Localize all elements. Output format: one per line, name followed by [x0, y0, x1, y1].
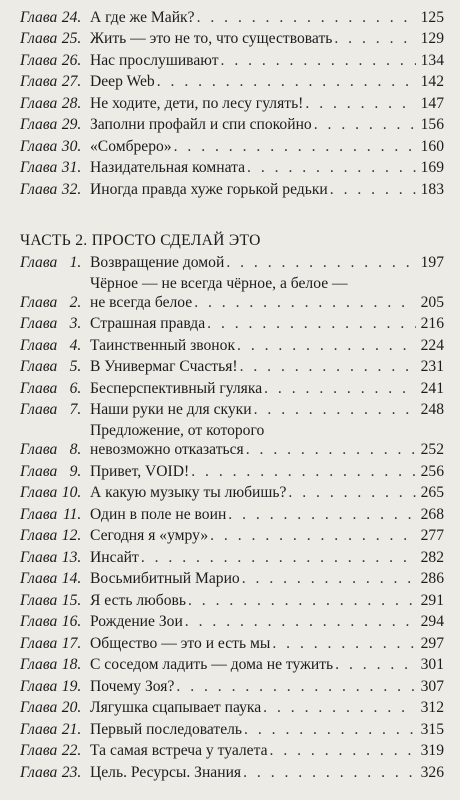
page-number: 297: [420, 634, 444, 652]
chapter-title: [90, 677, 444, 696]
chapter-title: [90, 314, 444, 333]
chapter-label: [20, 677, 90, 696]
page-number: 268: [420, 505, 444, 523]
toc-entry: [20, 610, 444, 632]
toc-entry: [20, 91, 444, 113]
page-number: 169: [420, 159, 444, 176]
toc-entry: [20, 674, 444, 696]
chapter-word: Глава: [20, 570, 58, 587]
dot-leader: [314, 115, 416, 134]
chapter-title: [90, 634, 444, 653]
dot-leader: [243, 763, 416, 782]
chapter-title-text: А какую музыку ты любишь?: [90, 484, 287, 501]
page-number: 291: [420, 591, 444, 609]
chapter-word: Глава: [20, 358, 58, 375]
dot-leader: [157, 72, 416, 91]
toc-entry: [20, 739, 444, 761]
chapter-title-text: Возвращение домой: [90, 253, 225, 271]
chapter-title-last-line: [90, 655, 444, 674]
chapter-label: [20, 462, 90, 481]
chapter-label: [20, 8, 90, 27]
chapter-title: [90, 379, 444, 398]
toc-entry: [20, 5, 444, 27]
chapter-title: [90, 505, 444, 524]
page-number: 231: [420, 358, 444, 375]
dot-leader: [244, 720, 416, 739]
chapter-label: [20, 634, 90, 653]
chapter-word: Глава: [20, 379, 58, 397]
page-number: 294: [420, 613, 444, 630]
chapter-title-text: Восьмибитный Марио: [90, 570, 240, 587]
dot-leader: [270, 741, 416, 760]
chapter-title-last-line: [90, 505, 444, 524]
dot-leader: [210, 526, 416, 545]
chapter-number: 12.: [61, 527, 82, 544]
dot-leader: [228, 505, 416, 524]
chapter-title-text: Общество — это и есть мы: [90, 634, 271, 652]
chapter-title-last-line: [90, 462, 444, 481]
chapter-title: [90, 526, 444, 545]
dot-leader: [221, 51, 416, 70]
chapter-label: [20, 94, 90, 113]
chapter-title: [90, 336, 444, 355]
page-number: 183: [420, 180, 444, 198]
chapter-title: [90, 253, 444, 272]
chapter-title-text: Первый последователь: [90, 720, 243, 738]
page-number: 265: [420, 484, 444, 501]
chapter-label: [20, 137, 90, 156]
chapter-title-text: Я есть любовь: [90, 591, 186, 609]
toc-entry: [20, 177, 444, 199]
chapter-title-last-line: [90, 526, 444, 545]
chapter-title-last-line: [90, 548, 444, 567]
chapter-title-text: Не ходите, дети, по лесу гулять!: [90, 94, 304, 112]
chapter-number: 7.: [69, 401, 82, 418]
chapter-title-text: Страшная правда: [90, 315, 206, 332]
chapter-title-last-line: [90, 51, 444, 70]
chapter-label: [20, 698, 90, 717]
chapter-word: Глава: [20, 720, 58, 738]
chapter-number: 26.: [61, 51, 82, 69]
dot-leader: [263, 698, 416, 717]
chapter-title-last-line: [90, 293, 444, 312]
chapter-title-last-line: [90, 336, 444, 355]
chapter-title-last-line: [90, 115, 444, 134]
chapter-number: 15.: [61, 591, 82, 609]
chapter-title: [90, 720, 444, 739]
chapter-label: [20, 763, 90, 782]
chapter-title: [90, 569, 444, 588]
chapter-title-line: Предложение, от которого: [90, 422, 265, 439]
chapter-label: [20, 379, 90, 398]
chapter-title-text: Привет, VOID!: [90, 462, 190, 480]
chapter-word: Глава: [20, 401, 58, 418]
chapter-title-text: Таинственный звонок: [90, 336, 236, 354]
page-number: 224: [420, 336, 444, 354]
dot-leader: [176, 677, 416, 696]
page-number: 256: [420, 462, 444, 480]
toc-entry: [20, 156, 444, 178]
chapter-number: 18.: [61, 656, 82, 673]
page-number: 252: [420, 441, 444, 458]
chapter-number: 17.: [61, 634, 82, 652]
dot-leader: [237, 336, 416, 355]
chapter-title-last-line: [90, 8, 444, 27]
chapter-number: 3.: [69, 315, 82, 332]
chapter-title-last-line: [90, 677, 444, 696]
page-number: 197: [420, 253, 444, 271]
chapter-title-text: Заполни профайл и спи спокойно: [90, 116, 312, 133]
chapter-label: [20, 51, 90, 70]
chapter-title: [90, 51, 444, 70]
chapter-title-last-line: [90, 612, 444, 631]
chapter-number: 1.: [69, 253, 82, 271]
chapter-number: 31.: [61, 159, 82, 176]
chapter-word: Глава: [20, 8, 58, 26]
dot-leader: [240, 357, 416, 376]
chapter-title: [90, 763, 444, 782]
chapter-title: [90, 115, 444, 134]
page-number: 248: [420, 401, 444, 418]
toc-entry: [20, 48, 444, 70]
toc-part1-list: [20, 5, 444, 199]
page-number: 205: [420, 293, 444, 311]
chapter-label: [20, 314, 90, 333]
toc-entry: [20, 653, 444, 675]
chapter-number: 14.: [61, 570, 82, 587]
chapter-title: [90, 357, 444, 376]
chapter-number: 24.: [61, 8, 82, 26]
page-number: 160: [420, 137, 444, 155]
chapter-label: [20, 158, 90, 177]
chapter-number: 2.: [69, 293, 82, 311]
chapter-label: [20, 548, 90, 567]
chapter-title-last-line: [90, 634, 444, 653]
page-number: 142: [420, 73, 444, 90]
chapter-title-last-line: [90, 483, 444, 502]
toc-entry: [20, 502, 444, 524]
toc-entry: [20, 545, 444, 567]
dot-leader: [246, 440, 416, 459]
chapter-title-text: А где же Майк?: [90, 8, 195, 26]
chapter-title: [90, 612, 444, 631]
chapter-title-text: С соседом ладить — дома не тужить: [90, 656, 334, 673]
chapter-label: [20, 505, 90, 524]
chapter-title-text: Жить — это не то, что существовать: [90, 30, 333, 47]
chapter-number: 30.: [61, 137, 82, 155]
chapter-title-last-line: [90, 29, 444, 48]
chapter-title-last-line: [90, 158, 444, 177]
chapter-title: [90, 741, 444, 760]
chapter-number: 21.: [61, 720, 82, 738]
chapter-number: 13.: [61, 548, 82, 566]
chapter-title-text: Один в поле не воин: [90, 505, 227, 523]
toc-entry: [20, 250, 444, 272]
chapter-word: Глава: [20, 591, 58, 609]
chapter-number: 11.: [62, 505, 82, 523]
chapter-title-text: Почему Зоя?: [90, 677, 175, 695]
chapter-title: [90, 400, 444, 419]
chapter-word: Глава: [20, 253, 58, 271]
chapter-label: [20, 612, 90, 631]
chapter-number: 16.: [61, 613, 82, 630]
chapter-word: Глава: [20, 51, 58, 69]
chapter-word: Глава: [20, 742, 58, 759]
chapter-title-last-line: [90, 591, 444, 610]
dot-leader: [185, 612, 416, 631]
page-number: 307: [420, 677, 444, 695]
chapter-title-last-line: [90, 180, 444, 199]
chapter-title: [90, 655, 444, 674]
page-number: 326: [420, 763, 444, 781]
chapter-number: 6.: [69, 379, 82, 397]
chapter-label: [20, 253, 90, 272]
chapter-title-text: Та самая встреча у туалета: [90, 742, 268, 759]
page-number: 282: [420, 548, 444, 566]
toc-entry: [20, 70, 444, 92]
toc-entry: [20, 459, 444, 481]
chapter-label: [20, 293, 90, 312]
toc-entry: [20, 524, 444, 546]
chapter-label: [20, 72, 90, 91]
toc-entry: [20, 312, 444, 334]
chapter-label: [20, 357, 90, 376]
chapter-title: [90, 94, 444, 113]
dot-leader: [330, 180, 416, 199]
chapter-title-last-line: [90, 741, 444, 760]
chapter-title-last-line: [90, 400, 444, 419]
dot-leader: [264, 379, 416, 398]
chapter-title-text: не всегда белое: [90, 293, 193, 311]
chapter-number: 32.: [61, 180, 82, 198]
dot-leader: [334, 29, 416, 48]
toc-part2-list: [20, 250, 444, 782]
chapter-number: 29.: [61, 116, 82, 133]
chapter-label: [20, 29, 90, 48]
toc-entry: [20, 113, 444, 135]
dot-leader: [194, 293, 416, 312]
chapter-label: [20, 591, 90, 610]
toc-entry: [20, 333, 444, 355]
chapter-title-text: Лягушка сцапывает паука: [90, 699, 262, 716]
chapter-title-line: Чёрное — не всегда чёрное, а белое —: [90, 274, 348, 292]
chapter-title: [90, 548, 444, 567]
chapter-word: Глава: [20, 484, 58, 501]
dot-leader: [207, 314, 416, 333]
chapter-title-text: Deep Web: [90, 73, 155, 90]
chapter-word: Глава: [20, 613, 58, 630]
chapter-label: [20, 655, 90, 674]
chapter-label: [20, 526, 90, 545]
page-number: 156: [420, 116, 444, 133]
chapter-title: [90, 72, 444, 91]
chapter-word: Глава: [20, 441, 58, 458]
dot-leader: [305, 94, 416, 113]
dot-leader: [247, 158, 416, 177]
toc-entry: [20, 588, 444, 610]
dot-leader: [288, 483, 416, 502]
dot-leader: [197, 8, 416, 27]
chapter-word: Глава: [20, 656, 58, 673]
chapter-title: [90, 274, 444, 312]
chapter-title: [90, 591, 444, 610]
chapter-word: Глава: [20, 462, 58, 480]
chapter-title: [90, 483, 444, 502]
chapter-title-last-line: [90, 253, 444, 272]
toc-entry: [20, 419, 444, 459]
part-heading: ЧАСТЬ 2. ПРОСТО СДЕЛАЙ ЭТО: [20, 232, 261, 249]
chapter-label: [20, 180, 90, 199]
page-number: 315: [420, 720, 444, 738]
chapter-title-last-line: [90, 379, 444, 398]
chapter-label: [20, 483, 90, 502]
chapter-word: Глава: [20, 180, 58, 198]
chapter-title: [90, 462, 444, 481]
chapter-number: 10.: [61, 484, 82, 501]
chapter-label: [20, 336, 90, 355]
chapter-word: Глава: [20, 159, 58, 176]
chapter-title-text: Рождение Зои: [90, 613, 183, 630]
chapter-word: Глава: [20, 677, 58, 695]
chapter-title-text: Иногда правда хуже горькой редьки: [90, 180, 328, 198]
chapter-number: 25.: [61, 30, 82, 47]
dot-leader: [141, 548, 416, 567]
chapter-word: Глава: [20, 336, 58, 354]
chapter-word: Глава: [20, 315, 58, 332]
chapter-word: Глава: [20, 527, 58, 544]
page-number: 241: [420, 379, 444, 397]
page-number: 129: [420, 30, 444, 47]
dot-leader: [335, 655, 416, 674]
chapter-title: [90, 8, 444, 27]
chapter-title-text: Бесперспективный гуляка: [90, 379, 263, 397]
dot-leader: [188, 591, 416, 610]
dot-leader: [272, 634, 416, 653]
chapter-title-text: Назидательная комната: [90, 159, 246, 176]
chapter-title-last-line: [90, 569, 444, 588]
toc-entry: [20, 355, 444, 377]
dot-leader: [191, 462, 416, 481]
page-number: 216: [420, 315, 444, 332]
dot-leader: [174, 137, 416, 156]
chapter-number: 8.: [69, 441, 82, 458]
chapter-title-last-line: [90, 357, 444, 376]
toc-entry: [20, 134, 444, 156]
chapter-word: Глава: [20, 548, 58, 566]
chapter-title: [90, 698, 444, 717]
chapter-title: [90, 421, 444, 459]
page-number: 319: [420, 742, 444, 759]
chapter-label: [20, 440, 90, 459]
chapter-title-text: Нас прослушивают: [90, 51, 219, 69]
chapter-title-text: «Сомбреро»: [90, 137, 172, 155]
dot-leader: [254, 400, 416, 419]
chapter-title-last-line: [90, 698, 444, 717]
chapter-title-last-line: [90, 137, 444, 156]
chapter-title-last-line: [90, 720, 444, 739]
toc-entry: [20, 567, 444, 589]
chapter-word: Глава: [20, 634, 58, 652]
page-number: 134: [420, 51, 444, 69]
chapter-word: Глава: [20, 73, 58, 90]
chapter-number: 20.: [61, 699, 82, 716]
chapter-word: Глава: [20, 137, 58, 155]
chapter-label: [20, 569, 90, 588]
page-number: 147: [420, 94, 444, 112]
chapter-title-last-line: [90, 763, 444, 782]
chapter-number: 9.: [69, 462, 82, 480]
chapter-title-text: Инсайт: [90, 548, 139, 566]
toc-entry: [20, 696, 444, 718]
chapter-number: 4.: [69, 336, 82, 354]
toc-entry: [20, 27, 444, 49]
toc-entry: [20, 481, 444, 503]
chapter-label: [20, 400, 90, 419]
chapter-title: [90, 29, 444, 48]
page-number: 301: [420, 656, 444, 673]
chapter-title-text: В Универмаг Счастья!: [90, 358, 238, 375]
toc-entry: [20, 717, 444, 739]
toc-entry: [20, 631, 444, 653]
chapter-word: Глава: [20, 30, 58, 47]
chapter-word: Глава: [20, 293, 58, 311]
chapter-word: Глава: [20, 94, 58, 112]
toc-entry: [20, 760, 444, 782]
chapter-title: [90, 137, 444, 156]
chapter-number: 19.: [61, 677, 82, 695]
chapter-title-text: невозможно отказаться: [90, 441, 244, 458]
chapter-title-last-line: [90, 94, 444, 113]
chapter-title-text: Цель. Ресурсы. Знания: [90, 763, 242, 781]
chapter-number: 28.: [61, 94, 82, 112]
toc-entry: [20, 398, 444, 420]
chapter-title: [90, 180, 444, 199]
page-number: 286: [420, 570, 444, 587]
page-number: 277: [420, 527, 444, 544]
chapter-number: 5.: [69, 358, 82, 375]
page-number: 312: [420, 699, 444, 716]
chapter-title-last-line: [90, 440, 444, 459]
chapter-number: 23.: [61, 763, 82, 781]
toc-entry: [20, 376, 444, 398]
chapter-word: Глава: [20, 505, 58, 523]
chapter-title: [90, 158, 444, 177]
chapter-label: [20, 115, 90, 134]
page-number: 125: [420, 8, 444, 26]
chapter-word: Глава: [20, 699, 58, 716]
chapter-word: Глава: [20, 763, 58, 781]
chapter-title-last-line: [90, 314, 444, 333]
chapter-title-text: Наши руки не для скуки: [90, 401, 252, 418]
chapter-title-last-line: [90, 72, 444, 91]
chapter-number: 22.: [61, 742, 82, 759]
dot-leader: [226, 253, 416, 272]
chapter-title-text: Сегодня я «умру»: [90, 527, 209, 544]
chapter-number: 27.: [61, 73, 82, 90]
chapter-label: [20, 741, 90, 760]
toc-entry: [20, 272, 444, 312]
chapter-word: Глава: [20, 116, 58, 133]
chapter-label: [20, 720, 90, 739]
dot-leader: [242, 569, 416, 588]
